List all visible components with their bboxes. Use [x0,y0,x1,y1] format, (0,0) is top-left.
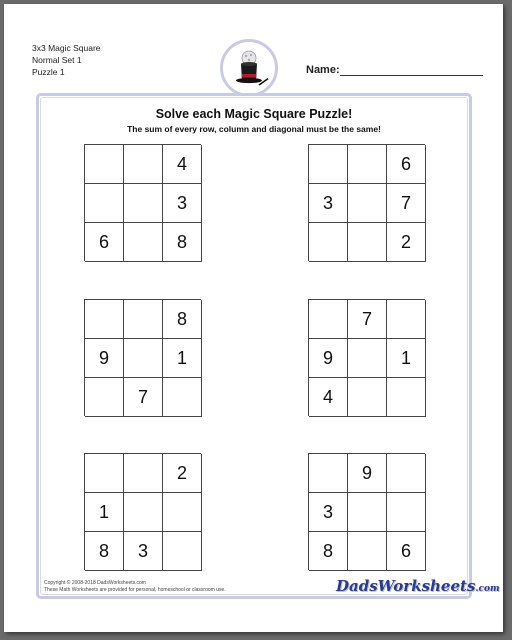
name-label: Name: [306,64,340,76]
grid-cell[interactable] [163,378,202,417]
magic-square-4 [308,299,425,416]
grid-cell[interactable] [348,493,387,532]
worksheet-title: 3x3 Magic Square [32,43,101,53]
grid-cell[interactable] [124,454,163,493]
grid-cell[interactable]: 1 [85,493,124,532]
magic-hat-icon [220,39,278,97]
worksheet-set: Normal Set 1 [32,55,82,65]
grid-cell[interactable]: 3 [309,493,348,532]
grid-cell[interactable] [124,339,163,378]
grid-cell[interactable]: 1 [163,339,202,378]
grid-cell[interactable]: 9 [85,339,124,378]
grid-cell[interactable]: 7 [387,184,426,223]
grid-cell[interactable] [85,145,124,184]
grid-cell[interactable]: 8 [163,300,202,339]
grid-cell[interactable]: 3 [309,184,348,223]
footer-text [44,580,226,594]
grid-cell[interactable] [348,184,387,223]
grid-cell[interactable] [85,184,124,223]
grid-cell[interactable]: 8 [309,532,348,571]
brand-suffix: .com [475,584,500,594]
grid-cell[interactable]: 8 [163,223,202,262]
grid-cell[interactable] [309,454,348,493]
grid-cell[interactable]: 4 [163,145,202,184]
grid-cell[interactable] [348,145,387,184]
brand-logo[interactable] [336,577,500,595]
name-line[interactable] [340,75,483,76]
grid-cell[interactable]: 2 [163,454,202,493]
grid-cell[interactable]: 7 [348,300,387,339]
magic-square-1 [84,144,201,261]
grid-cell[interactable]: 7 [124,378,163,417]
grid-cell[interactable]: 9 [309,339,348,378]
grid-cell[interactable] [387,378,426,417]
grid-cell[interactable] [387,493,426,532]
grid-cell[interactable]: 4 [309,378,348,417]
grid-cell[interactable] [124,223,163,262]
magic-square-2 [308,144,425,261]
grid-cell[interactable]: 1 [387,339,426,378]
grid-cell[interactable] [309,223,348,262]
grid-cell[interactable] [85,300,124,339]
grid-cell[interactable] [387,454,426,493]
grid-cell[interactable] [163,532,202,571]
grid-cell[interactable] [124,184,163,223]
worksheet-puzzle-number: Puzzle 1 [32,67,65,77]
instructions-title: Solve each Magic Square Puzzle! [155,107,353,121]
grid-cell[interactable]: 2 [387,223,426,262]
grid-cell[interactable] [85,378,124,417]
grid-cell[interactable]: 6 [85,223,124,262]
grid-cell[interactable] [309,300,348,339]
magic-square-5 [84,453,201,570]
grid-cell[interactable] [348,339,387,378]
grid-cell[interactable] [163,493,202,532]
grid-cell[interactable]: 3 [124,532,163,571]
grid-cell[interactable] [124,300,163,339]
grid-cell[interactable]: 6 [387,145,426,184]
grid-cell[interactable]: 8 [85,532,124,571]
magic-square-3 [84,299,201,416]
usage-text: These Math Worksheets are provided for personal, homeschool or classroom use. [44,587,226,593]
grid-cell[interactable] [124,145,163,184]
grid-cell[interactable] [124,493,163,532]
grid-cell[interactable] [348,223,387,262]
grid-cell[interactable] [85,454,124,493]
grid-cell[interactable]: 9 [348,454,387,493]
worksheet-info [32,42,101,78]
instructions-subtitle: The sum of every row, column and diagonal must be the same! [127,124,381,134]
brand-name: DadsWorksheets [336,577,476,595]
grid-cell[interactable]: 6 [387,532,426,571]
copyright-text: Copyright © 2008-2018 DadsWorksheets.com [44,580,146,586]
grid-cell[interactable] [387,300,426,339]
magic-square-6 [308,453,425,570]
grid-cell[interactable]: 3 [163,184,202,223]
grid-cell[interactable] [348,532,387,571]
grid-cell[interactable] [348,378,387,417]
grid-cell[interactable] [309,145,348,184]
